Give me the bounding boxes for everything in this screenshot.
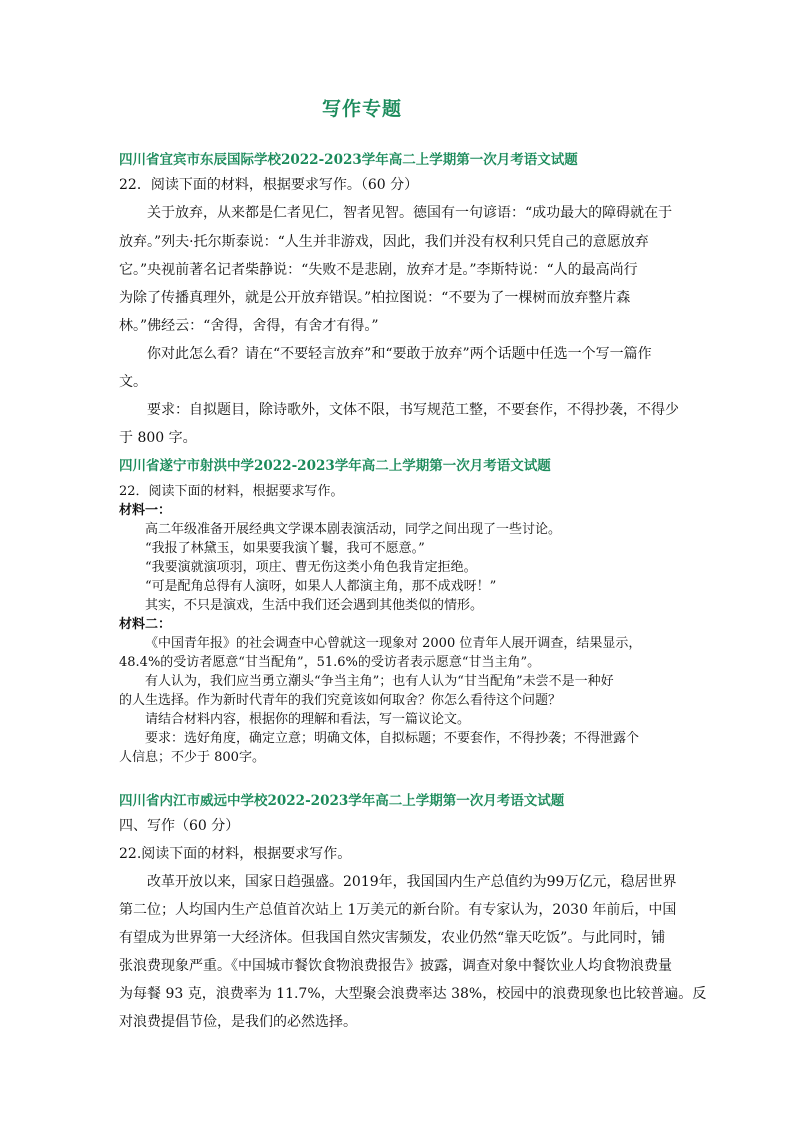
paragraph-line: 放弃。”列夫·托尔斯泰说：“人生并非游戏，因此，我们并没有权利只凭自己的意愿放弃: [119, 234, 649, 250]
requirement-line: 于 800 字。: [119, 430, 197, 446]
paragraph-line: 《中国青年报》的社会调查中心曾就这一现象对 2000 位青年人展开调查，结果显示，: [145, 636, 642, 651]
section-heading: 四川省内江市威远中学校2022-2023学年高二上学期第一次月考语文试题: [119, 793, 565, 809]
material-label: 材料一：: [119, 503, 172, 518]
paragraph-line: 文。: [119, 374, 147, 390]
paragraph-line: 关于放弃，从来都是仁者见仁，智者见智。德国有一句谚语：“成功最大的障碍就在于: [147, 205, 673, 221]
paragraph-line: “可是配角总得有人演呀，如果人人都演主角，那不成戏呀！”: [145, 579, 497, 594]
paragraph-line: 有人认为，我们应当勇立潮头“争当主角”；也有人认为“甘当配角”未尝不是一种好: [145, 674, 614, 689]
paragraph-line: “我要演就演项羽，项庄、曹无伤这类小角色我肯定拒绝。: [145, 560, 477, 575]
paragraph-line: 的人生选择。作为新时代青年的我们究竟该如何取舍？你怎么看待这个问题？: [119, 693, 562, 708]
question-line: 22．阅读下面的材料，根据要求写作。: [119, 484, 344, 499]
paragraph-line: 有望成为世界第一大经济体。但我国自然灾害频发，农业仍然“靠天吃饭”。与此同时，铺: [119, 930, 666, 946]
requirement-line: 人信息；不少于 800字。: [119, 750, 265, 765]
paragraph-line: 请结合材料内容，根据你的理解和看法，写一篇议论文。: [145, 712, 471, 727]
section-heading: 四川省遂宁市射洪中学2022-2023学年高二上学期第一次月考语文试题: [119, 458, 551, 474]
paragraph-line: 为除了传播真理外，就是公开放弃错误。”柏拉图说：“不要为了一棵树而放弃整片森: [119, 290, 631, 306]
paragraph-line: 它。”央视前著名记者柴静说：“失败不是悲剧，放弃才是。”李斯特说：“人的最高尚行: [119, 262, 638, 278]
paragraph-line: 48.4%的受访者愿意“甘当配角”，51.6%的受访者表示愿意“甘当主角”。: [119, 655, 541, 670]
requirement-line: 要求：选好角度，确定立意；明确文体，自拟标题；不要套作，不得抄袭；不得泄露个: [145, 731, 640, 746]
question-line: 22.阅读下面的材料，根据要求写作。: [119, 846, 352, 862]
paragraph-line: 林。”佛经云：“舍得，舍得，有舍才有得。”: [119, 318, 379, 334]
paragraph-line: 改革开放以来，国家日趋强盛。2019年，我国国内生产总值约为99万亿元，稳居世界: [147, 874, 677, 890]
requirement-line: 要求：自拟题目，除诗歌外，文体不限，书写规范工整，不要套作，不得抄袭，不得少: [147, 402, 679, 418]
paragraph-line: 你对此怎么看？请在“不要轻言放弃”和“要敢于放弃”两个话题中任选一个写一篇作: [147, 346, 652, 362]
section-heading: 四川省宜宾市东辰国际学校2022-2023学年高二上学期第一次月考语文试题: [119, 152, 578, 168]
paragraph-line: “我报了林黛玉，如果要我演丫鬟，我可不愿意。”: [145, 541, 425, 556]
question-line: 四、写作（60 分）: [119, 818, 240, 834]
paragraph-line: 其实，不只是演戏，生活中我们还会遇到其他类似的情形。: [145, 598, 484, 613]
paragraph-line: 第二位；人均国内生产总值首次站上 1万美元的新台阶。有专家认为，2030 年前后，中国: [119, 902, 677, 918]
question-line: 22．阅读下面的材料，根据要求写作。（60 分）: [119, 177, 419, 193]
paragraph-line: 张浪费现象严重。《中国城市餐饮食物浪费报告》披露，调查对象中餐饮业人均食物浪费量: [119, 958, 672, 974]
material-label: 材料二：: [119, 617, 172, 632]
page-title: 写作专题: [321, 98, 402, 120]
paragraph-line: 高二年级准备开展经典文学课本剧表演活动，同学之间出现了一些讨论。: [145, 522, 562, 537]
paragraph-line: 为每餐 93 克，浪费率为 11.7%，大型聚会浪费率达 38%，校园中的浪费现象也比较普遍。反: [119, 986, 707, 1002]
paragraph-line: 对浪费提倡节俭，是我们的必然选择。: [119, 1014, 357, 1030]
